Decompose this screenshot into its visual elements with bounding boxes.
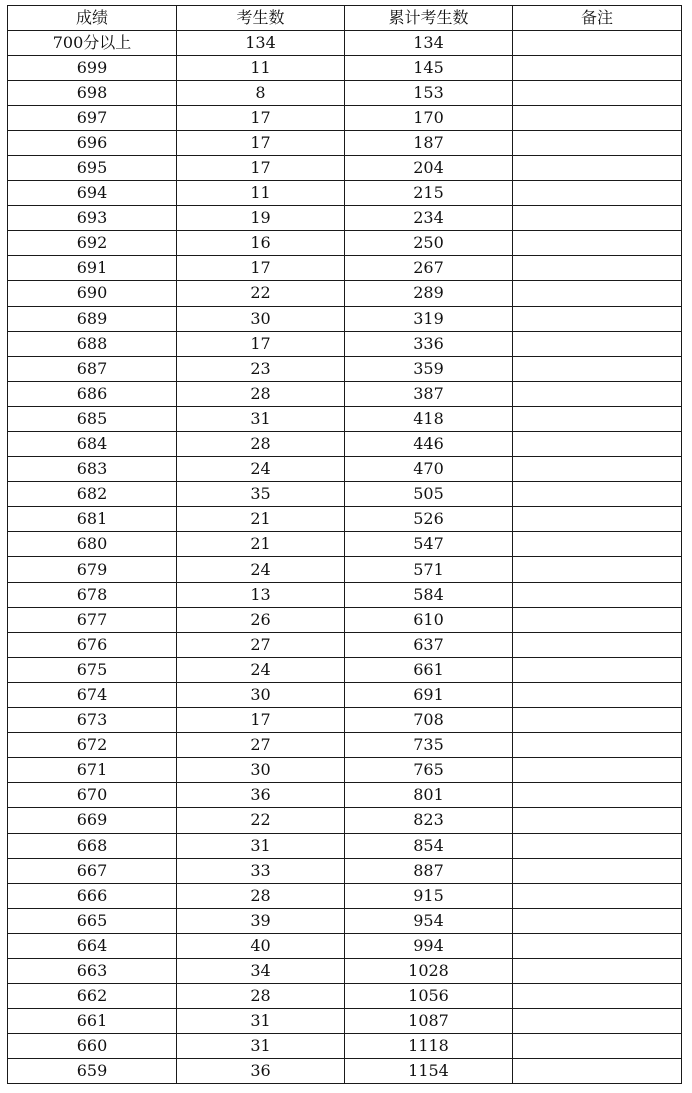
cell-candidates: 21 xyxy=(177,507,345,532)
cell-cumulative: 1056 xyxy=(345,984,513,1009)
table-row xyxy=(8,557,682,582)
cell-notes xyxy=(513,181,682,206)
table-row xyxy=(8,507,682,532)
cell-score: 661 xyxy=(8,1009,177,1034)
cell-cumulative: 505 xyxy=(345,482,513,507)
cell-notes xyxy=(513,331,682,356)
cell-candidates: 134 xyxy=(177,30,345,55)
cell-score: 688 xyxy=(8,331,177,356)
cell-notes xyxy=(513,457,682,482)
cell-score: 689 xyxy=(8,306,177,331)
cell-cumulative: 234 xyxy=(345,206,513,231)
cell-notes xyxy=(513,130,682,155)
cell-cumulative: 661 xyxy=(345,657,513,682)
cell-notes xyxy=(513,30,682,55)
cell-notes xyxy=(513,1059,682,1084)
table-row xyxy=(8,1059,682,1084)
cell-cumulative: 691 xyxy=(345,682,513,707)
cell-notes xyxy=(513,657,682,682)
table-row xyxy=(8,381,682,406)
cell-notes xyxy=(513,933,682,958)
cell-notes xyxy=(513,682,682,707)
table-row xyxy=(8,406,682,431)
cell-score: 675 xyxy=(8,657,177,682)
cell-notes xyxy=(513,105,682,130)
cell-score: 687 xyxy=(8,356,177,381)
cell-score: 685 xyxy=(8,406,177,431)
cell-cumulative: 267 xyxy=(345,256,513,281)
cell-notes xyxy=(513,733,682,758)
cell-notes xyxy=(513,281,682,306)
table-header xyxy=(8,6,682,31)
cell-notes xyxy=(513,1009,682,1034)
header-candidates: 考生数 xyxy=(177,6,345,31)
cell-score: 683 xyxy=(8,457,177,482)
cell-score: 697 xyxy=(8,105,177,130)
cell-score: 674 xyxy=(8,682,177,707)
cell-candidates: 21 xyxy=(177,532,345,557)
cell-notes xyxy=(513,206,682,231)
cell-candidates: 28 xyxy=(177,984,345,1009)
cell-notes xyxy=(513,231,682,256)
cell-candidates: 8 xyxy=(177,80,345,105)
cell-candidates: 28 xyxy=(177,883,345,908)
table-row xyxy=(8,206,682,231)
cell-cumulative: 1028 xyxy=(345,958,513,983)
cell-score: 662 xyxy=(8,984,177,1009)
cell-cumulative: 319 xyxy=(345,306,513,331)
cell-score: 682 xyxy=(8,482,177,507)
cell-cumulative: 250 xyxy=(345,231,513,256)
cell-cumulative: 418 xyxy=(345,406,513,431)
table-row xyxy=(8,256,682,281)
cell-candidates: 30 xyxy=(177,758,345,783)
cell-cumulative: 336 xyxy=(345,331,513,356)
table-row xyxy=(8,582,682,607)
cell-cumulative: 584 xyxy=(345,582,513,607)
table-row xyxy=(8,155,682,180)
cell-notes xyxy=(513,708,682,733)
cell-candidates: 11 xyxy=(177,181,345,206)
cell-cumulative: 145 xyxy=(345,55,513,80)
cell-candidates: 40 xyxy=(177,933,345,958)
table-row xyxy=(8,657,682,682)
cell-cumulative: 708 xyxy=(345,708,513,733)
cell-candidates: 27 xyxy=(177,733,345,758)
cell-cumulative: 446 xyxy=(345,432,513,457)
table-body xyxy=(8,30,682,1084)
cell-cumulative: 1087 xyxy=(345,1009,513,1034)
cell-notes xyxy=(513,432,682,457)
table-row xyxy=(8,758,682,783)
cell-score: 666 xyxy=(8,883,177,908)
table-row xyxy=(8,482,682,507)
cell-notes xyxy=(513,482,682,507)
cell-candidates: 36 xyxy=(177,783,345,808)
cell-candidates: 28 xyxy=(177,432,345,457)
table-row xyxy=(8,933,682,958)
cell-score: 659 xyxy=(8,1059,177,1084)
cell-candidates: 11 xyxy=(177,55,345,80)
cell-candidates: 31 xyxy=(177,1034,345,1059)
cell-notes xyxy=(513,582,682,607)
cell-notes xyxy=(513,632,682,657)
cell-cumulative: 1118 xyxy=(345,1034,513,1059)
cell-candidates: 19 xyxy=(177,206,345,231)
table-row xyxy=(8,958,682,983)
cell-cumulative: 801 xyxy=(345,783,513,808)
cell-cumulative: 187 xyxy=(345,130,513,155)
cell-cumulative: 854 xyxy=(345,833,513,858)
cell-notes xyxy=(513,783,682,808)
cell-candidates: 24 xyxy=(177,657,345,682)
cell-cumulative: 134 xyxy=(345,30,513,55)
cell-score: 696 xyxy=(8,130,177,155)
cell-cumulative: 887 xyxy=(345,858,513,883)
cell-cumulative: 571 xyxy=(345,557,513,582)
header-notes: 备注 xyxy=(513,6,682,31)
cell-score: 671 xyxy=(8,758,177,783)
table-row xyxy=(8,457,682,482)
cell-candidates: 31 xyxy=(177,406,345,431)
cell-score: 699 xyxy=(8,55,177,80)
cell-notes xyxy=(513,507,682,532)
cell-notes xyxy=(513,607,682,632)
cell-notes xyxy=(513,55,682,80)
cell-notes xyxy=(513,557,682,582)
cell-candidates: 31 xyxy=(177,1009,345,1034)
cell-score: 677 xyxy=(8,607,177,632)
header-score: 成绩 xyxy=(8,6,177,31)
cell-score: 665 xyxy=(8,908,177,933)
cell-cumulative: 153 xyxy=(345,80,513,105)
cell-score: 698 xyxy=(8,80,177,105)
cell-cumulative: 204 xyxy=(345,155,513,180)
cell-cumulative: 765 xyxy=(345,758,513,783)
cell-cumulative: 637 xyxy=(345,632,513,657)
cell-score: 692 xyxy=(8,231,177,256)
cell-score: 690 xyxy=(8,281,177,306)
table-row xyxy=(8,808,682,833)
table-row xyxy=(8,783,682,808)
cell-cumulative: 387 xyxy=(345,381,513,406)
table-row xyxy=(8,231,682,256)
cell-score: 673 xyxy=(8,708,177,733)
table-row xyxy=(8,682,682,707)
cell-score: 676 xyxy=(8,632,177,657)
cell-score: 669 xyxy=(8,808,177,833)
cell-notes xyxy=(513,833,682,858)
cell-notes xyxy=(513,356,682,381)
cell-score: 695 xyxy=(8,155,177,180)
cell-cumulative: 359 xyxy=(345,356,513,381)
cell-notes xyxy=(513,758,682,783)
table-row xyxy=(8,1009,682,1034)
cell-candidates: 26 xyxy=(177,607,345,632)
cell-candidates: 17 xyxy=(177,256,345,281)
cell-cumulative: 215 xyxy=(345,181,513,206)
cell-candidates: 34 xyxy=(177,958,345,983)
table-row xyxy=(8,105,682,130)
cell-score: 681 xyxy=(8,507,177,532)
cell-cumulative: 823 xyxy=(345,808,513,833)
cell-candidates: 17 xyxy=(177,105,345,130)
cell-notes xyxy=(513,532,682,557)
table-row xyxy=(8,1034,682,1059)
cell-candidates: 17 xyxy=(177,331,345,356)
table-row xyxy=(8,733,682,758)
cell-score: 693 xyxy=(8,206,177,231)
cell-candidates: 31 xyxy=(177,833,345,858)
header-row xyxy=(8,6,682,31)
cell-score: 668 xyxy=(8,833,177,858)
table-row xyxy=(8,607,682,632)
cell-candidates: 23 xyxy=(177,356,345,381)
cell-notes xyxy=(513,858,682,883)
cell-candidates: 35 xyxy=(177,482,345,507)
cell-candidates: 27 xyxy=(177,632,345,657)
cell-score: 686 xyxy=(8,381,177,406)
cell-candidates: 28 xyxy=(177,381,345,406)
cell-score: 672 xyxy=(8,733,177,758)
cell-notes xyxy=(513,883,682,908)
cell-score: 660 xyxy=(8,1034,177,1059)
cell-score: 664 xyxy=(8,933,177,958)
table-row xyxy=(8,331,682,356)
cell-notes xyxy=(513,406,682,431)
cell-cumulative: 170 xyxy=(345,105,513,130)
cell-candidates: 22 xyxy=(177,281,345,306)
cell-candidates: 30 xyxy=(177,306,345,331)
cell-notes xyxy=(513,984,682,1009)
cell-cumulative: 547 xyxy=(345,532,513,557)
table-row xyxy=(8,908,682,933)
cell-candidates: 30 xyxy=(177,682,345,707)
table-row xyxy=(8,883,682,908)
cell-score: 663 xyxy=(8,958,177,983)
cell-candidates: 13 xyxy=(177,582,345,607)
table-row xyxy=(8,632,682,657)
table-row xyxy=(8,833,682,858)
cell-candidates: 36 xyxy=(177,1059,345,1084)
table-row xyxy=(8,55,682,80)
cell-score: 680 xyxy=(8,532,177,557)
cell-cumulative: 915 xyxy=(345,883,513,908)
table-row xyxy=(8,984,682,1009)
table-row xyxy=(8,306,682,331)
table-row xyxy=(8,30,682,55)
table-row xyxy=(8,281,682,306)
cell-cumulative: 1154 xyxy=(345,1059,513,1084)
cell-score: 679 xyxy=(8,557,177,582)
cell-candidates: 24 xyxy=(177,457,345,482)
cell-notes xyxy=(513,155,682,180)
cell-cumulative: 470 xyxy=(345,457,513,482)
cell-notes xyxy=(513,306,682,331)
cell-score: 670 xyxy=(8,783,177,808)
cell-candidates: 33 xyxy=(177,858,345,883)
cell-candidates: 22 xyxy=(177,808,345,833)
cell-notes xyxy=(513,381,682,406)
score-distribution-table xyxy=(7,5,682,1084)
cell-candidates: 17 xyxy=(177,130,345,155)
table-row xyxy=(8,80,682,105)
table-row xyxy=(8,356,682,381)
cell-notes xyxy=(513,808,682,833)
cell-cumulative: 610 xyxy=(345,607,513,632)
cell-cumulative: 289 xyxy=(345,281,513,306)
cell-candidates: 16 xyxy=(177,231,345,256)
cell-cumulative: 994 xyxy=(345,933,513,958)
cell-notes xyxy=(513,80,682,105)
cell-score: 700分以上 xyxy=(8,30,177,55)
cell-cumulative: 735 xyxy=(345,733,513,758)
cell-cumulative: 526 xyxy=(345,507,513,532)
cell-notes xyxy=(513,908,682,933)
table-row xyxy=(8,130,682,155)
table-row xyxy=(8,708,682,733)
cell-notes xyxy=(513,1034,682,1059)
table-row xyxy=(8,532,682,557)
cell-notes xyxy=(513,958,682,983)
cell-score: 694 xyxy=(8,181,177,206)
cell-score: 678 xyxy=(8,582,177,607)
cell-candidates: 39 xyxy=(177,908,345,933)
table-row xyxy=(8,181,682,206)
cell-score: 691 xyxy=(8,256,177,281)
cell-score: 667 xyxy=(8,858,177,883)
cell-score: 684 xyxy=(8,432,177,457)
cell-candidates: 17 xyxy=(177,155,345,180)
cell-candidates: 24 xyxy=(177,557,345,582)
header-cumulative: 累计考生数 xyxy=(345,6,513,31)
table-row xyxy=(8,858,682,883)
cell-cumulative: 954 xyxy=(345,908,513,933)
cell-candidates: 17 xyxy=(177,708,345,733)
cell-notes xyxy=(513,256,682,281)
table-row xyxy=(8,432,682,457)
